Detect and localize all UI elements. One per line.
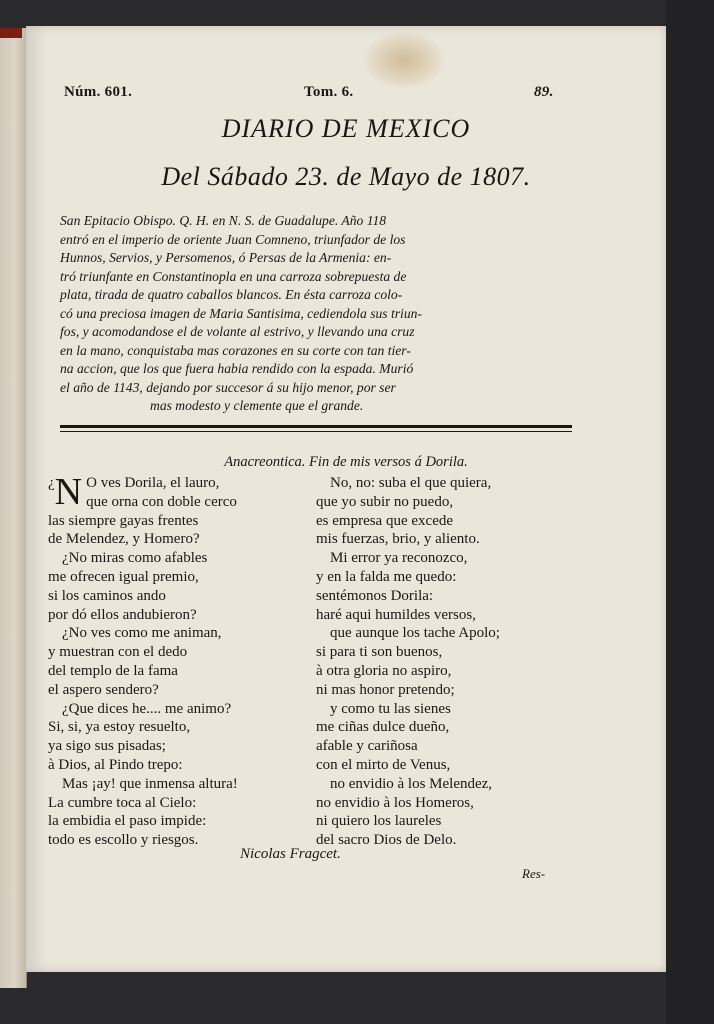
verse-line: del sacro Dios de Delo. [316,832,457,849]
verse-line: de Melendez, y Homero? [48,531,200,548]
verse-line: del templo de la fama [48,662,178,679]
section-rule-thin [60,431,572,432]
verse-line: que aunque los tache Apolo; [330,625,500,642]
verse-line: me ofrecen igual premio, [48,568,199,585]
verse-line: no envidio à los Homeros, [316,794,474,811]
tome-number: Tom. 6. [304,84,354,100]
verse-line: ¿No ves como me animan, [62,625,222,642]
saints-line: el año de 1143, dejando por succesor á su hijo menor, por ser [60,379,396,395]
verse-line: por dó ellos andubieron? [48,606,197,623]
verse-line: no envidio à los Melendez, [330,775,493,792]
issue-date: Del Sábado 23. de Mayo de 1807. [161,162,531,191]
verse-line: afable y cariñosa [316,738,418,755]
verse-line: con el mirto de Venus, [316,756,451,773]
verse-line: si para ti son buenos, [316,644,443,661]
newspaper-page [26,26,666,972]
saints-line: na accion, que los que fuera habia rendido con la espada. Murió [60,361,414,376]
saints-line: en la mano, conquistaba mas corazones en su corte con tan tier- [60,342,411,358]
verse-line: Si, si, ya estoy resuelto, [48,719,191,736]
poem-right-column [316,474,576,850]
bookmark-ribbon [0,28,22,38]
verse-line: es empresa que excede [316,512,454,529]
poem-opening [48,471,310,513]
saints-line: entró en el imperio de oriente Juan Comneno, triunfador de los [60,231,406,247]
verse-line: No, no: suba el que quiera, [330,475,492,491]
dropcap-letter: N [54,471,83,513]
verse-line: y como tu las sienes [330,700,451,717]
saints-line: Hunnos, Servios, y Persomenos, ó Persas de la Armenia: en- [60,250,392,265]
verse-line: à otra gloria no aspiro, [316,662,452,679]
verse-line: O ves Dorila, el lauro, [86,475,220,491]
verse-line: ni mas honor pretendo; [316,681,455,698]
section-rule-thick [60,425,572,428]
newspaper-title: DIARIO DE MEXICO [221,114,471,143]
poem-title: Anacreontica. Fin de mis versos á Dorila. [224,454,468,470]
verse-line: mis fuerzas, brio, y aliento. [316,531,480,548]
issue-number: Núm. 601. [64,84,133,100]
saints-line: mas modesto y clemente que el grande. [150,398,364,413]
saints-line: fos, y acomodandose el de volante al estrivo, y llevando una cruz [60,324,415,339]
verse-line: Mas ¡ay! que inmensa altura! [62,775,238,792]
paper-stain [364,32,444,88]
verse-line: la embidia el paso impide: [48,813,207,830]
verse-line: y muestran con el dedo [48,644,188,661]
page-number: 89. [534,84,554,100]
verse-line: ¿Que dices he.... me animo? [62,700,232,717]
saints-line: plata, tirada de quatro caballos blancos. En ésta carroza colo- [60,287,403,302]
verse-line: La cumbre toca al Cielo: [48,794,197,811]
verse-line: que orna con doble cerco [86,493,237,510]
verse-line: sentémonos Dorila: [316,587,434,604]
saints-of-the-day-paragraph [60,212,568,416]
verse-line: que yo subir no puedo, [316,493,454,510]
verse-line: si los caminos ando [48,587,166,604]
scan-backdrop-right [666,0,714,1024]
poem-signature: Nicolas Fragcet. [240,846,341,862]
verse-line: ya sigo sus pisadas; [48,738,166,755]
previous-page-edge [0,28,27,988]
opening-question-mark: ¿ [48,475,55,491]
verse-line: haré aqui humildes versos, [316,606,476,623]
saints-line: San Epitacio Obispo. Q. H. en N. S. de Guadalupe. Año 118 [60,213,387,228]
saints-line: có una preciosa imagen de Maria Santisima, cediendola sus triun- [60,305,422,321]
verse-line: Mi error ya reconozco, [330,550,468,567]
verse-line: el aspero sendero? [48,681,159,698]
catchword: Res- [522,866,546,881]
verse-line: ni quiero los laureles [316,813,442,830]
saints-line: tró triunfante en Constantinopla en una carroza sobrepuesta de [60,268,407,284]
verse-line: todo es escollo y riesgos. [48,832,199,849]
poem-left-column [48,471,310,850]
verse-line: las siempre gayas frentes [48,512,199,529]
verse-line: y en la falda me quedo: [316,568,457,585]
verse-line: ¿No miras como afables [62,550,208,567]
verse-line: à Dios, al Pindo trepo: [48,756,183,773]
verse-line: me ciñas dulce dueño, [316,719,450,736]
